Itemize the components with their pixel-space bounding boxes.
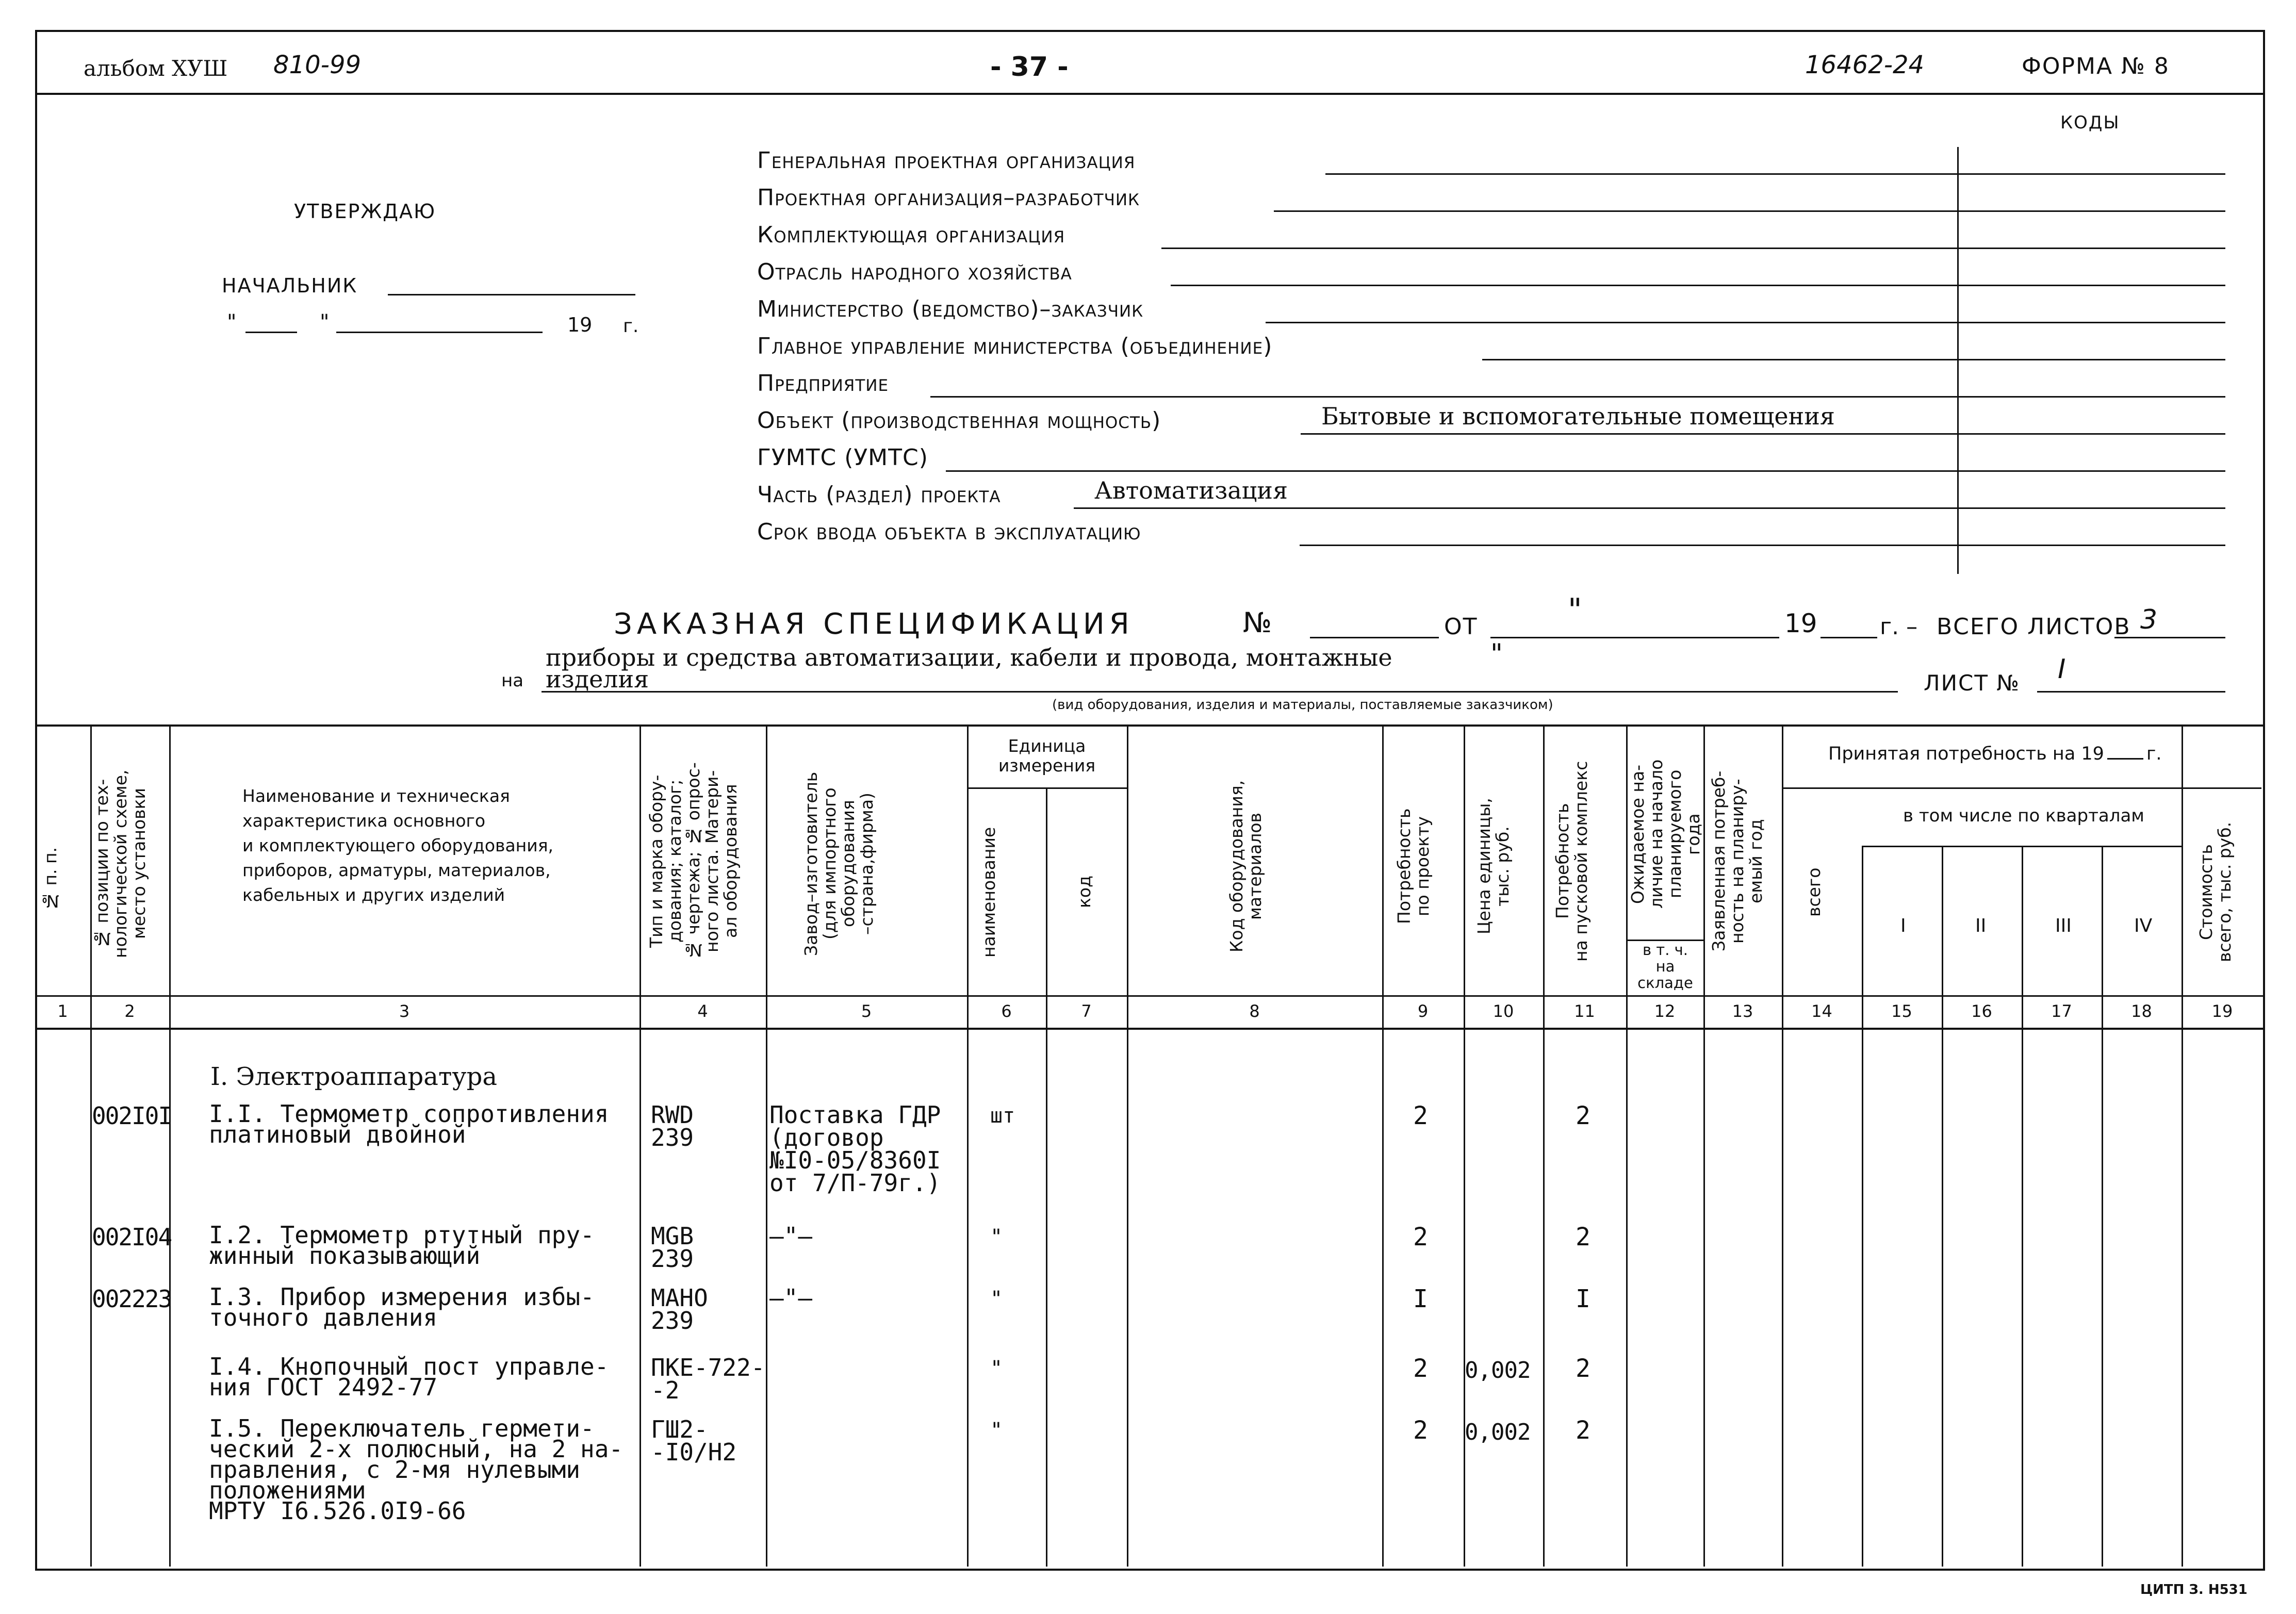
col-header-12: Ожидаемое на- личие на начало планируемого года [1628, 759, 1703, 909]
sheet-number-value: I [2058, 654, 2066, 685]
printer-stamp: ЦИТП З. Н531 [2140, 1582, 2248, 1597]
row-start-complex: 2 [1576, 1223, 1590, 1251]
spec-subject-line2: изделия [546, 665, 649, 693]
row-unit: " [990, 1419, 1003, 1442]
row-name: I.4. Кнопочный пост управле- ния ГОСТ 2492-77 [209, 1353, 609, 1401]
column-divider [1782, 724, 1783, 1567]
org-field-line [1161, 248, 2225, 249]
spec-year-suffix: г. – [1880, 614, 1918, 640]
row-unit: шт [990, 1104, 1015, 1128]
org-field-line [1074, 507, 2225, 509]
col-header-7: код [1074, 876, 1094, 909]
org-field-label: Министерство (ведомство)–заказчик [757, 296, 1144, 322]
org-field-label: Часть (раздел) проекта [757, 482, 1001, 508]
row-price: 0,002 [1465, 1419, 1531, 1445]
column-divider [766, 724, 767, 1567]
col-header-16: II [1975, 915, 1987, 936]
org-field-label: Предприятие [757, 370, 889, 397]
org-field-label: Срок ввода объекта в эксплуатацию [757, 519, 1141, 545]
column-number: 7 [1081, 1001, 1092, 1021]
column-number: 18 [2131, 1001, 2152, 1021]
column-divider [1942, 846, 1943, 1567]
column-number: 19 [2211, 1001, 2233, 1021]
spec-number-line [1310, 637, 1439, 638]
sheet-label: ЛИСТ № [1924, 670, 2021, 696]
date-month-line [336, 332, 543, 333]
row-qty: 2 [1413, 1416, 1428, 1445]
col-header-8: Код оборудования, материалов [1226, 780, 1265, 953]
column-divider [1382, 724, 1384, 1567]
org-field-label: Генеральная проектная организация [757, 147, 1136, 174]
page-number: - 37 - [990, 52, 1069, 83]
row-unit: " [990, 1357, 1003, 1380]
row-position: 002I04 [92, 1223, 172, 1251]
org-field-line [1171, 285, 2225, 286]
spec-on-label: на [501, 670, 524, 691]
col-header-1: № п. п. [40, 847, 60, 912]
column-number: 1 [57, 1001, 68, 1021]
column-divider [639, 724, 641, 1567]
col-header-18: IV [2134, 915, 2153, 936]
org-field-label: Отрасль народного хозяйства [757, 259, 1072, 285]
col-header-19: Стоимость всего, тыс. руб. [2196, 821, 2235, 963]
row-start-complex: 2 [1576, 1354, 1590, 1383]
spec-year: 19 [1784, 608, 1817, 638]
org-field-label: Комплектующая организация [757, 222, 1065, 248]
row-price: 0,002 [1465, 1357, 1531, 1384]
column-number: 2 [124, 1001, 135, 1021]
album-number: 810-99 [273, 51, 362, 79]
table-top-border [35, 724, 2263, 727]
col-header-2: № позиции по тех- нологической схеме, место установки [92, 769, 149, 958]
spec-subject-line [542, 691, 1898, 693]
row-unit: " [990, 1225, 1003, 1249]
row-type: МАНО 239 [651, 1284, 708, 1335]
col-header-3: Наименование и техническая характеристика основного и комплектующего оборудования, приборов, арматуры, материалов, кабельных и других изделий [242, 786, 554, 905]
spec-from-label: ОТ [1444, 614, 1478, 640]
chief-label: НАЧАЛЬНИК [222, 274, 358, 297]
row-start-complex: 2 [1576, 1101, 1590, 1130]
total-sheets-label: ВСЕГО ЛИСТОВ [1937, 614, 2131, 640]
album-label: альбом ХУШ [84, 56, 228, 81]
org-field-line [930, 396, 2225, 398]
col-header-15: I [1900, 915, 1906, 936]
column-number: 12 [1654, 1001, 1676, 1021]
col-header-13: Заявленная потреб- ность на планиру- емый год [1709, 770, 1766, 952]
row-type: ПКЕ-722- -2 [651, 1354, 765, 1404]
org-field-label: ГУМТС (УМТС) [757, 444, 928, 471]
form-number: ФОРМА № 8 [2022, 53, 2170, 79]
chief-signature-line [388, 294, 635, 295]
table-numbers-bottom [35, 1028, 2263, 1030]
col-header-14: всего [1804, 867, 1824, 917]
column-number: 16 [1971, 1001, 1992, 1021]
column-divider [1046, 787, 1047, 1567]
column-number: 11 [1574, 1001, 1595, 1021]
row-maker: Поставка ГДР (договор №I0-05/8360I от 7/П-79г.) [769, 1101, 941, 1197]
column-divider [1543, 724, 1545, 1567]
col-header-5: Завод–изготовитель (для импортного оборудования –страна,фирма) [801, 771, 877, 956]
row-name: I.2. Термометр ртутный пру- жинный показывающий [209, 1221, 595, 1270]
org-field-label: Проектная организация–разработчик [757, 185, 1140, 211]
spec-year-line [1821, 637, 1877, 638]
col-header-4: Тип и марка обору- дования; каталог; № чертежа; № опрос- ного листа. Матери- ал оборудования [646, 762, 741, 960]
org-field-line [1325, 173, 2225, 175]
date-year: 19 [567, 314, 593, 336]
column-divider [1127, 724, 1128, 1567]
row-type: ГШ2- -I0/Н2 [651, 1415, 737, 1466]
row-name: I.I. Термометр сопротивления платиновый двойной [209, 1100, 609, 1148]
org-field-label: Объект (производственная мощность) [757, 407, 1161, 434]
org-field-line [1274, 210, 2225, 212]
row-name: I.5. Переключатель гермети- ческий 2-х полюсный, на 2 на- правления, с 2-мя нулевыми положениями МРТУ I6.526.0I9-66 [209, 1414, 624, 1525]
org-field-line [1266, 322, 2225, 323]
column-number: 3 [399, 1001, 410, 1021]
sheet-number-line [2037, 691, 2225, 693]
spec-date-line [1490, 637, 1779, 638]
row-start-complex: 2 [1576, 1416, 1590, 1445]
accepted-header [1828, 744, 2161, 764]
accepted-year-suffix: г. [2146, 744, 2162, 764]
col-header-17: III [2055, 915, 2072, 936]
org-field-label: Главное управление министерства (объединение) [757, 333, 1273, 359]
header-divider [35, 93, 2263, 95]
row-maker: –"– [769, 1222, 813, 1250]
spec-title: ЗАКАЗНАЯ СПЕЦИФИКАЦИЯ [614, 607, 1134, 641]
spec-number-label: № [1243, 606, 1272, 639]
org-field-line [946, 470, 2225, 472]
section-title: I. Электроаппаратура [210, 1062, 497, 1091]
total-sheets-value: 3 [2140, 604, 2158, 635]
table-header-bottom [35, 995, 2263, 997]
column-number: 8 [1249, 1001, 1260, 1021]
row-qty: 2 [1413, 1354, 1428, 1383]
col-header-11: Потребность на пусковой комплекс [1552, 761, 1591, 962]
column-number: 9 [1417, 1001, 1429, 1021]
codes-label: КОДЫ [2060, 112, 2120, 133]
spec-date-quote: " [1568, 592, 1582, 628]
org-field-line [1301, 433, 2225, 435]
spec-subject-quote: " [1490, 638, 1503, 669]
row-maker: –"– [769, 1284, 813, 1312]
org-field-value: Автоматизация [1094, 476, 1288, 504]
row-type: MGB 239 [651, 1222, 694, 1273]
accepted-label: Принятая потребность на 19 [1828, 744, 2104, 764]
row-name: I.3. Прибор измерения избы- точного давления [209, 1283, 595, 1331]
org-field-value: Бытовые и вспомогательные помещения [1321, 402, 1835, 430]
column-number: 10 [1493, 1001, 1514, 1021]
row-position: 002I0I [92, 1102, 172, 1130]
approval-title: УТВЕРЖДАЮ [294, 200, 436, 223]
row-start-complex: I [1576, 1284, 1590, 1313]
column-divider [169, 724, 171, 1567]
org-field-line [1300, 545, 2225, 546]
col-header-12-stock: в т. ч. на складе [1637, 941, 1693, 992]
column-divider [1862, 846, 1863, 1567]
spec-subject-line1: приборы и средства автоматизации, кабели и провода, монтажные [546, 644, 1392, 671]
column-number: 5 [861, 1001, 872, 1021]
org-field-line [1482, 359, 2225, 360]
column-number: 6 [1001, 1001, 1012, 1021]
col-header-9: Потребность по проекту [1394, 808, 1433, 925]
column-divider [1703, 724, 1705, 1567]
column-number: 13 [1732, 1001, 1753, 1021]
codes-column-divider [1957, 147, 1959, 574]
column-number: 14 [1811, 1001, 1832, 1021]
accepted-group-divider [1782, 787, 2261, 789]
row-type: RWD 239 [651, 1101, 694, 1151]
column-divider [967, 724, 969, 1567]
column-number: 15 [1891, 1001, 1912, 1021]
quarters-header: в том числе по кварталам [1903, 805, 2144, 826]
column-divider [2102, 846, 2103, 1567]
row-qty: 2 [1413, 1223, 1428, 1251]
date-day-line [245, 332, 297, 333]
col-header-10: Цена единицы, тыс. руб. [1474, 798, 1513, 935]
total-sheets-line [2114, 637, 2225, 638]
date-close-quote: " [320, 310, 330, 334]
date-year-suffix: г. [623, 316, 639, 337]
document-code: 16462-24 [1805, 51, 1925, 79]
col-header-6: наименование [979, 827, 999, 958]
date-open-quote: " [227, 310, 237, 334]
row-qty: 2 [1413, 1101, 1428, 1130]
spec-note: (вид оборудования, изделия и материалы, поставляемые заказчиком) [1052, 697, 1553, 713]
column-number: 4 [697, 1001, 708, 1021]
unit-group-header: Единица измерения [998, 736, 1096, 776]
column-divider [2022, 846, 2023, 1567]
column-divider [2182, 724, 2183, 1567]
row-position: 002223 [92, 1285, 172, 1313]
row-unit: " [990, 1287, 1003, 1311]
column-number: 17 [2051, 1001, 2072, 1021]
row-qty: I [1413, 1284, 1428, 1313]
accepted-year-blank [2107, 758, 2143, 760]
